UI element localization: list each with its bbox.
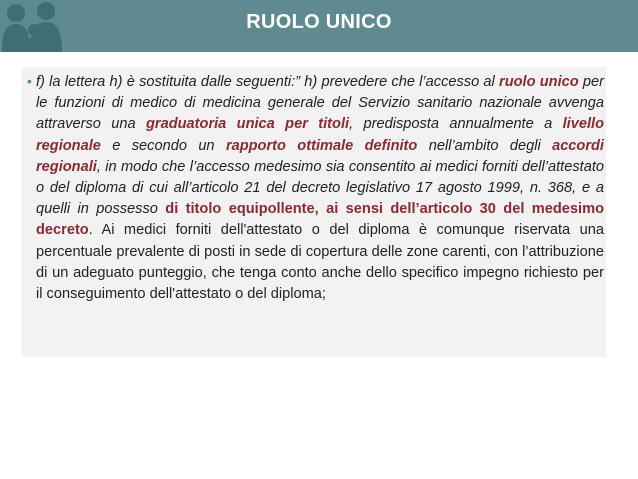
text-segment: , predisposta annualmente a bbox=[349, 116, 563, 133]
title-bar bbox=[0, 0, 638, 52]
highlight-rapporto-ottimale: rapporto ottimale definito bbox=[225, 137, 418, 154]
highlight-graduatoria: graduatoria unica per titoli bbox=[146, 116, 350, 133]
text-segment: nell’ambito degli bbox=[417, 137, 553, 154]
text-segment: . Ai medici forniti dell'attestato o del diploma è comunque riservata una percentuale prevalente di posti in sede di copertura delle zone carenti, con l’attribuzione di un adeguato punteggio, che tenga conto anche dello specifico impegno richiesto per il conseguimento dell'attestato o del diploma; bbox=[36, 222, 604, 303]
text-segment: e secondo un bbox=[100, 137, 226, 154]
slide-title: RUOLO UNICO bbox=[246, 11, 392, 33]
highlight-accordi-regionali: accordi regionali bbox=[36, 137, 604, 175]
text-segment: per le funzioni di medico di medicina generale del Servizio sanitario nazionale avvenga attraverso una bbox=[36, 74, 604, 133]
highlight-livello-regionale: livello regionale bbox=[36, 116, 604, 154]
text-segment: f) la lettera h) è sostituita dalle seguenti:” h) prevedere che l’accesso al bbox=[36, 74, 500, 90]
body-paragraph bbox=[36, 72, 604, 305]
highlight-titolo-equipollente: di titolo equipollente, ai sensi dell’articolo 30 del medesimo decreto bbox=[36, 201, 604, 239]
highlight-ruolo-unico: ruolo unico bbox=[499, 74, 579, 90]
bullet-marker: • bbox=[27, 73, 32, 89]
text-segment: , in modo che l’accesso medesimo sia consentito ai medici forniti dell’attestato o del diploma di cui all’articolo 21 del decreto legislativo 17 agosto 1999, n. 368, e a quelli in possesso bbox=[36, 158, 604, 218]
